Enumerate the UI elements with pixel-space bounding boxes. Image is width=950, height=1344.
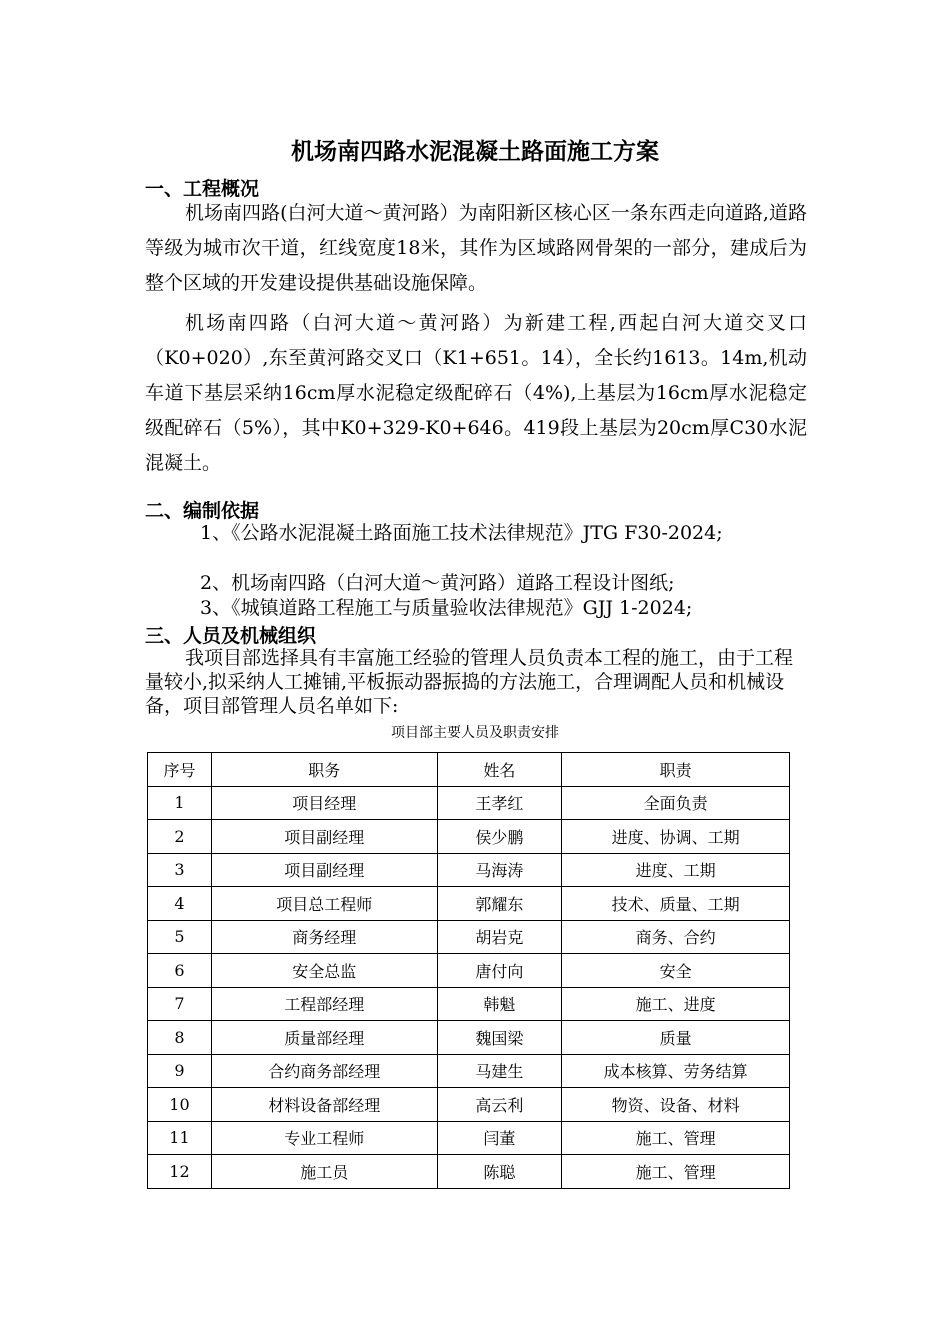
cell-index: 10 (148, 1088, 212, 1122)
table-header-row (148, 753, 790, 787)
cell-duty: 成本核算、劳务结算 (562, 1054, 790, 1088)
cell-position: 材料设备部经理 (211, 1088, 437, 1122)
cell-duty: 施工、进度 (562, 987, 790, 1021)
cell-duty: 商务、合约 (562, 920, 790, 954)
cell-index: 1 (148, 786, 212, 820)
table-row (148, 853, 790, 887)
cell-name: 陈聪 (437, 1155, 562, 1189)
cell-duty: 进度、工期 (562, 853, 790, 887)
staff-table (147, 752, 790, 1189)
overview-paragraph-1: 机场南四路(白河大道～黄河路）为南阳新区核心区一条东西走向道路,道路等级为城市次干道，红线宽度18米，其作为区域路网骨架的一部分，建成后为整个区域的开发建设提供基础设施保障。 (145, 202, 807, 294)
table-row (148, 887, 790, 921)
cell-position: 合约商务部经理 (211, 1054, 437, 1088)
cell-position: 项目经理 (211, 786, 437, 820)
cell-index: 5 (148, 920, 212, 954)
cell-name: 王孝红 (437, 786, 562, 820)
section-heading-overview: 一、工程概况 (145, 178, 260, 200)
cell-duty: 全面负责 (562, 786, 790, 820)
table-row (148, 987, 790, 1021)
reference-item: 2、机场南四路（白河大道～黄河路）道路工程设计图纸; (200, 572, 675, 594)
cell-name: 胡岩克 (437, 920, 562, 954)
table-row (148, 954, 790, 988)
column-header-index: 序号 (148, 753, 212, 787)
cell-duty: 进度、协调、工期 (562, 820, 790, 854)
cell-index: 9 (148, 1054, 212, 1088)
cell-position: 专业工程师 (211, 1121, 437, 1155)
cell-name: 马海涛 (437, 853, 562, 887)
overview-paragraph-2: 机场南四路（白河大道～黄河路）为新建工程,西起白河大道交叉口（K0+020）,东至黄河路交叉口（K1+651。14），全长约1613。14m,机动车道下基层采纳16cm厚水泥稳定级配碎石（4%),上基层为16cm厚水泥稳定级配碎石（5%），其中K0+329-K0+646。419段上基层为20cm厚C30水泥混凝土。 (145, 312, 807, 474)
cell-name: 魏国梁 (437, 1021, 562, 1055)
cell-position: 安全总监 (211, 954, 437, 988)
cell-index: 8 (148, 1021, 212, 1055)
table-row (148, 1121, 790, 1155)
cell-duty: 安全 (562, 954, 790, 988)
cell-index: 4 (148, 887, 212, 921)
section-heading-personnel: 三、人员及机械组织 (145, 625, 317, 647)
cell-position: 施工员 (211, 1155, 437, 1189)
cell-duty: 物资、设备、材料 (562, 1088, 790, 1122)
column-header-name: 姓名 (437, 753, 562, 787)
cell-index: 7 (148, 987, 212, 1021)
cell-name: 闫董 (437, 1121, 562, 1155)
table-row (148, 786, 790, 820)
table-caption: 项目部主要人员及职责安排 (391, 725, 559, 741)
cell-index: 3 (148, 853, 212, 887)
cell-duty: 施工、管理 (562, 1155, 790, 1189)
table-row (148, 1088, 790, 1122)
cell-index: 12 (148, 1155, 212, 1189)
cell-name: 郭耀东 (437, 887, 562, 921)
cell-index: 6 (148, 954, 212, 988)
cell-duty: 技术、质量、工期 (562, 887, 790, 921)
section-heading-basis: 二、编制依据 (145, 500, 260, 522)
table-row (148, 1054, 790, 1088)
cell-position: 项目总工程师 (211, 887, 437, 921)
table-row (148, 1021, 790, 1055)
document-title: 机场南四路水泥混凝土路面施工方案 (291, 139, 659, 165)
cell-name: 马建生 (437, 1054, 562, 1088)
cell-duty: 质量 (562, 1021, 790, 1055)
table-row (148, 820, 790, 854)
cell-position: 项目副经理 (211, 853, 437, 887)
column-header-duty: 职责 (562, 753, 790, 787)
table-row (148, 1155, 790, 1189)
cell-index: 11 (148, 1121, 212, 1155)
cell-duty: 施工、管理 (562, 1121, 790, 1155)
cell-index: 2 (148, 820, 212, 854)
reference-item: 3、《城镇道路工程施工与质量验收法律规范》GJJ 1-2024; (200, 597, 693, 619)
cell-position: 质量部经理 (211, 1021, 437, 1055)
cell-name: 韩魁 (437, 987, 562, 1021)
cell-name: 侯少鹏 (437, 820, 562, 854)
cell-position: 商务经理 (211, 920, 437, 954)
table-row (148, 920, 790, 954)
cell-name: 高云利 (437, 1088, 562, 1122)
reference-item: 1、《公路水泥混凝土路面施工技术法律规范》JTG F30-2024; (200, 522, 723, 544)
cell-position: 工程部经理 (211, 987, 437, 1021)
cell-name: 唐付向 (437, 954, 562, 988)
column-header-position: 职务 (211, 753, 437, 787)
personnel-paragraph: 我项目部选择具有丰富施工经验的管理人员负责本工程的施工，由于工程量较小,拟采纳人工摊铺,平板振动器振捣的方法施工，合理调配人员和机械设备，项目部管理人员名单如下: (145, 647, 794, 717)
cell-position: 项目副经理 (211, 820, 437, 854)
